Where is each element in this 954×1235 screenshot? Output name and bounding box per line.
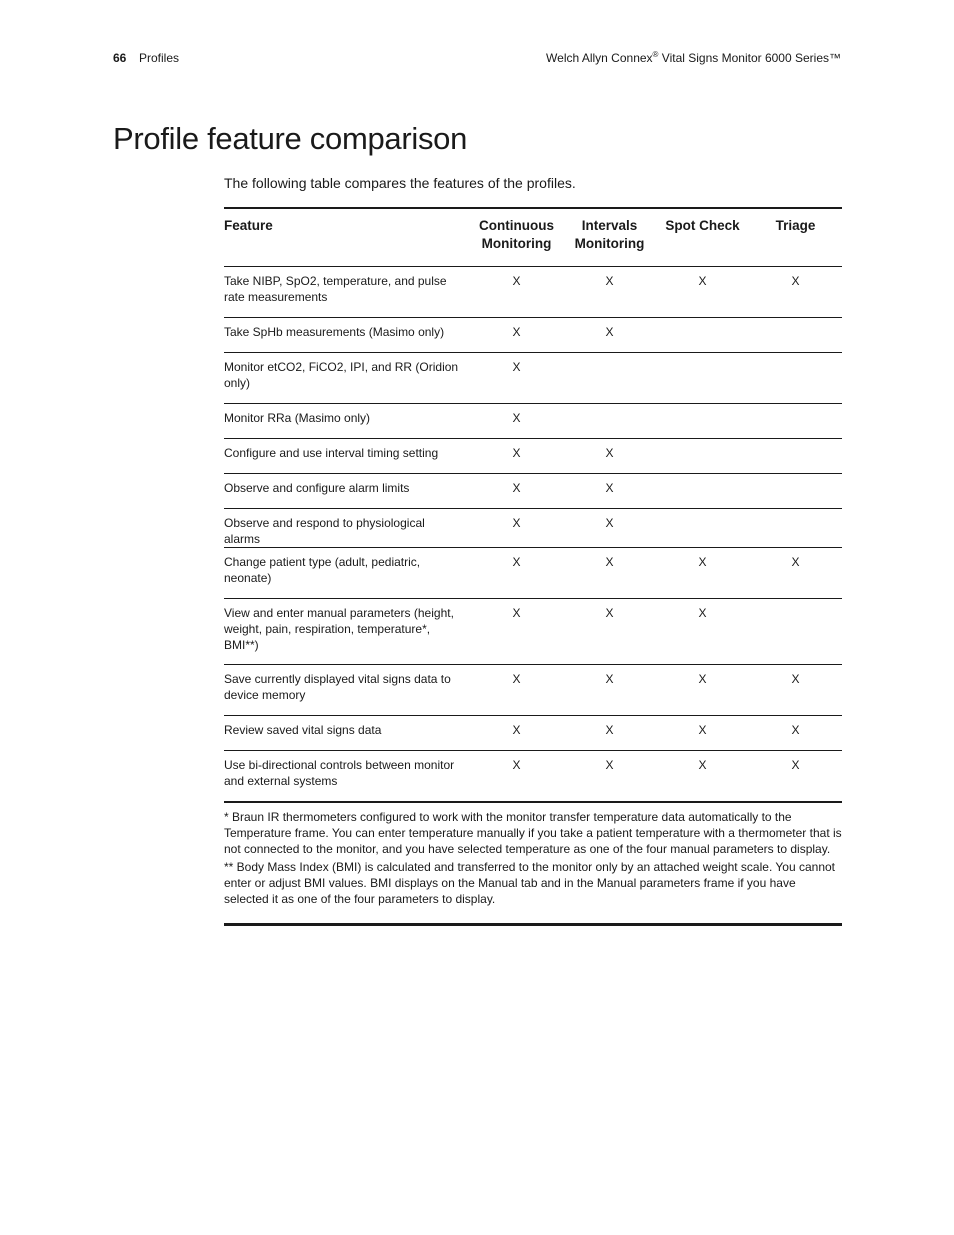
- table-row: [224, 751, 842, 802]
- support-mark-cell: X: [563, 665, 656, 716]
- table-row: [224, 548, 842, 599]
- support-mark-cell: X: [656, 267, 749, 318]
- support-mark-cell: X: [470, 548, 563, 599]
- document-title-product: Vital Signs Monitor 6000 Series™: [658, 51, 841, 65]
- support-mark-cell: X: [749, 751, 842, 802]
- footnote: * Braun IR thermometers configured to work with the monitor transfer temperature data automatically to the Temperature frame. You can enter temperature manually if you take a patient temperature with a thermometer that is not connected to the monitor, and you have selected temperature as one of the four manual parameters to display.: [224, 809, 842, 856]
- support-mark-cell: X: [563, 716, 656, 751]
- support-mark-cell: X: [563, 548, 656, 599]
- feature-cell: Change patient type (adult, pediatric, neonate): [224, 548, 470, 599]
- support-mark-cell: X: [470, 665, 563, 716]
- support-mark-cell: X: [563, 751, 656, 802]
- support-mark-cell: X: [470, 439, 563, 474]
- table-row: [224, 267, 842, 318]
- support-mark-cell: [749, 474, 842, 509]
- table-header-row: [224, 208, 842, 267]
- table-row: [224, 404, 842, 439]
- support-mark-cell: X: [656, 716, 749, 751]
- support-mark-cell: X: [470, 716, 563, 751]
- document-title-brand: Welch Allyn Connex: [546, 51, 653, 65]
- support-mark-cell: [656, 353, 749, 404]
- support-mark-cell: [749, 439, 842, 474]
- feature-cell: Use bi-directional controls between monitor and external systems: [224, 751, 470, 802]
- table-row: [224, 318, 842, 353]
- header-continuous-monitoring: Continuous Monitoring: [470, 208, 563, 267]
- registered-mark: ®: [652, 50, 659, 59]
- feature-cell: Monitor etCO2, FiCO2, IPI, and RR (Oridion only): [224, 353, 470, 404]
- feature-comparison-table: [224, 207, 842, 803]
- footnote: ** Body Mass Index (BMI) is calculated and transferred to the monitor only by an attached weight scale. You cannot enter or adjust BMI values. BMI displays on the Manual tab and in the Manual parameters frame if you have selected it as one of the four parameters to display.: [224, 859, 836, 906]
- support-mark-cell: [563, 404, 656, 439]
- support-mark-cell: X: [470, 318, 563, 353]
- support-mark-cell: X: [563, 509, 656, 548]
- page-number: 66: [113, 51, 127, 65]
- document-title: [546, 51, 841, 65]
- feature-cell: Review saved vital signs data: [224, 716, 470, 751]
- support-mark-cell: [749, 318, 842, 353]
- intro-text: The following table compares the features of the profiles.: [224, 175, 576, 191]
- table-row: [224, 665, 842, 716]
- support-mark-cell: X: [470, 751, 563, 802]
- support-mark-cell: [656, 509, 749, 548]
- table-row: [224, 716, 842, 751]
- support-mark-cell: X: [656, 751, 749, 802]
- support-mark-cell: X: [470, 474, 563, 509]
- table-footnotes: [224, 803, 842, 926]
- support-mark-cell: X: [470, 404, 563, 439]
- support-mark-cell: [656, 404, 749, 439]
- support-mark-cell: X: [656, 665, 749, 716]
- table-row: [224, 509, 842, 548]
- feature-cell: Save currently displayed vital signs data to device memory: [224, 665, 470, 716]
- feature-cell: Take SpHb measurements (Masimo only): [224, 318, 470, 353]
- header-triage: Triage: [749, 208, 842, 267]
- feature-comparison-table-wrapper: [224, 207, 842, 926]
- support-mark-cell: X: [470, 599, 563, 665]
- support-mark-cell: [749, 509, 842, 548]
- support-mark-cell: X: [563, 318, 656, 353]
- feature-cell: Observe and respond to physiological alarms: [224, 509, 470, 548]
- support-mark-cell: X: [470, 267, 563, 318]
- support-mark-cell: [656, 318, 749, 353]
- support-mark-cell: X: [470, 353, 563, 404]
- support-mark-cell: X: [656, 548, 749, 599]
- page-header: [113, 51, 841, 69]
- support-mark-cell: X: [563, 474, 656, 509]
- support-mark-cell: [749, 599, 842, 665]
- support-mark-cell: X: [749, 267, 842, 318]
- support-mark-cell: [749, 353, 842, 404]
- support-mark-cell: X: [470, 509, 563, 548]
- section-name: Profiles: [139, 51, 180, 65]
- table-row: [224, 439, 842, 474]
- support-mark-cell: X: [749, 716, 842, 751]
- support-mark-cell: X: [563, 599, 656, 665]
- support-mark-cell: X: [563, 267, 656, 318]
- table-row: [224, 353, 842, 404]
- feature-cell: Monitor RRa (Masimo only): [224, 404, 470, 439]
- support-mark-cell: [749, 404, 842, 439]
- table-row: [224, 599, 842, 665]
- table-row: [224, 474, 842, 509]
- support-mark-cell: [563, 353, 656, 404]
- feature-cell: View and enter manual parameters (height, weight, pain, respiration, temperature*, BMI**): [224, 599, 470, 665]
- feature-cell: Configure and use interval timing setting: [224, 439, 470, 474]
- header-spot-check: Spot Check: [656, 208, 749, 267]
- support-mark-cell: X: [749, 665, 842, 716]
- support-mark-cell: X: [656, 599, 749, 665]
- feature-cell: Take NIBP, SpO2, temperature, and pulse rate measurements: [224, 267, 470, 318]
- table-body: [224, 267, 842, 802]
- support-mark-cell: [656, 474, 749, 509]
- support-mark-cell: X: [563, 439, 656, 474]
- feature-cell: Observe and configure alarm limits: [224, 474, 470, 509]
- header-feature: Feature: [224, 208, 470, 267]
- support-mark-cell: [656, 439, 749, 474]
- page-title: Profile feature comparison: [113, 121, 468, 156]
- header-intervals-monitoring: Intervals Monitoring: [563, 208, 656, 267]
- support-mark-cell: X: [749, 548, 842, 599]
